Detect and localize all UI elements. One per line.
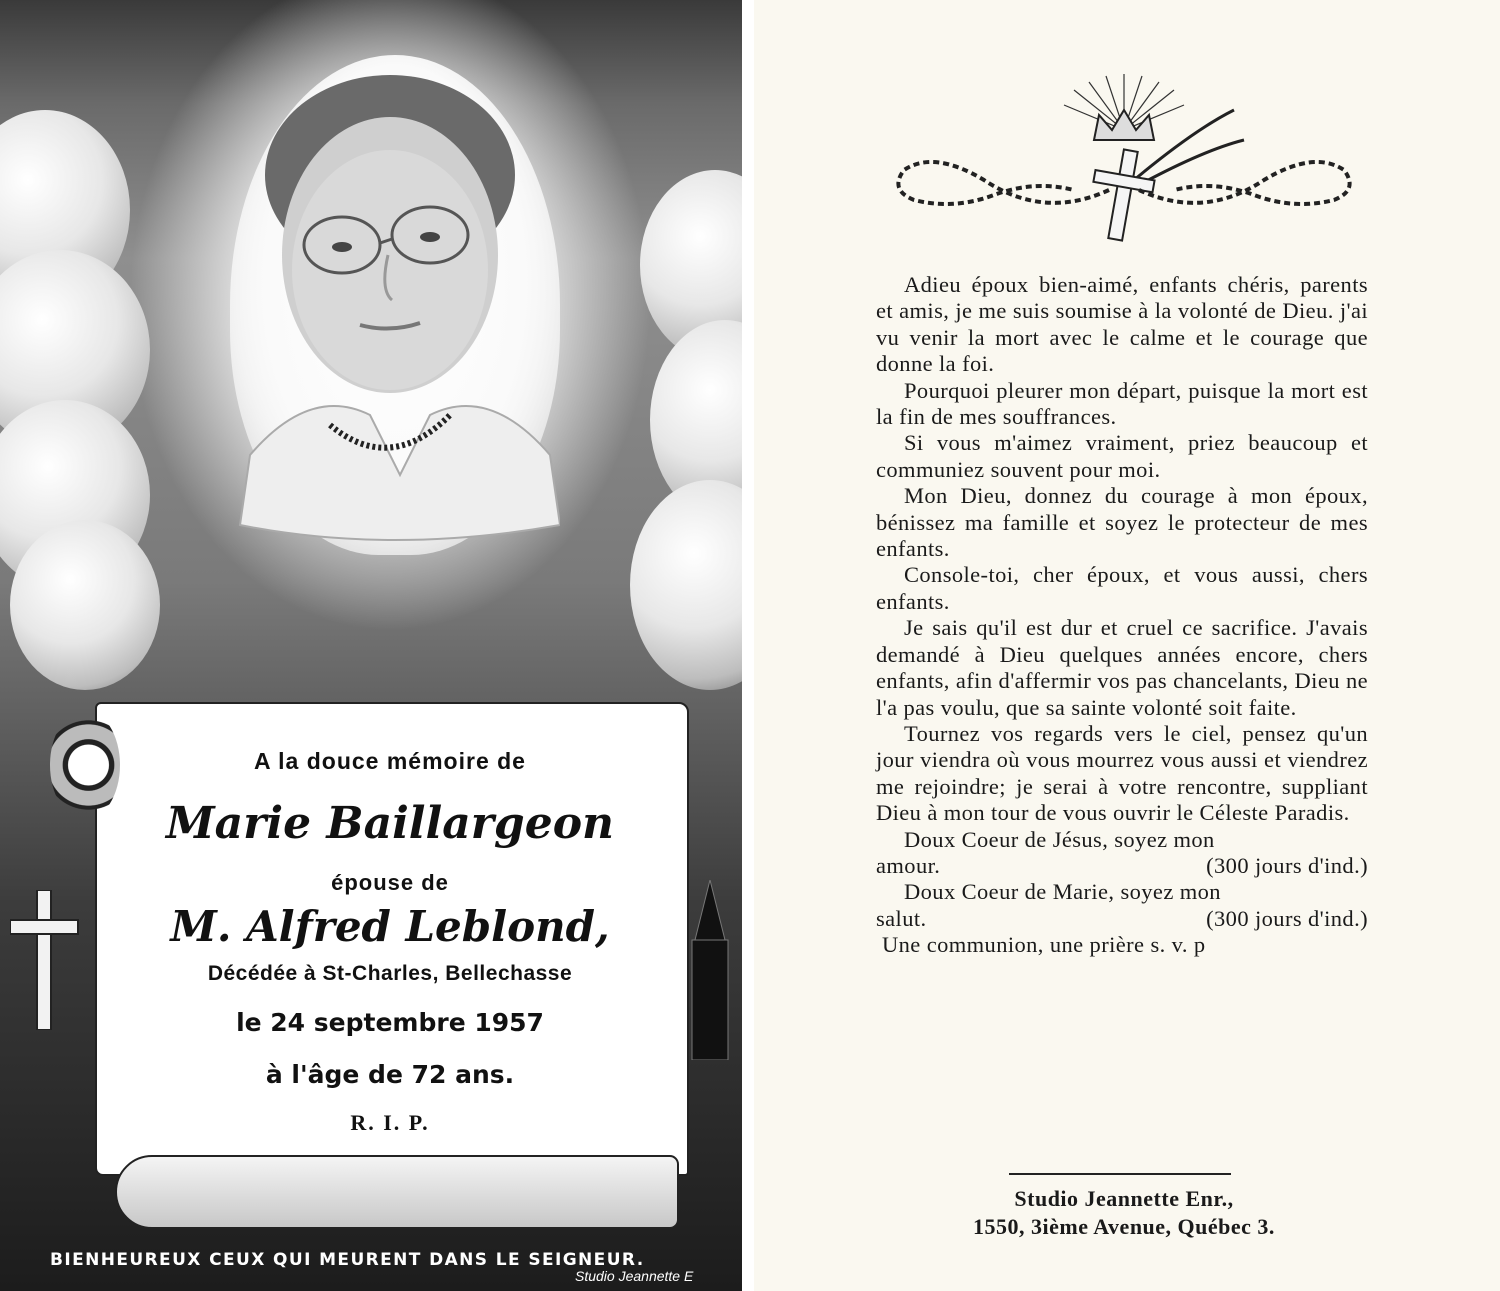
studio-signature: Studio Jeannette E xyxy=(575,1268,694,1284)
death-date: le 24 septembre 1957 xyxy=(236,1008,544,1037)
spouse-name: M. Alfred Leblond, xyxy=(170,902,610,951)
invocation-1-indulgence: (300 jours d'ind.) xyxy=(1206,852,1368,878)
prayer-paragraph: Adieu époux bien-aimé, enfants chéris, parents et amis, je me suis soumise à la volonté de Dieu. j'ai vu venir la mort avec le calme et le courage que donne la foi. xyxy=(876,272,1368,377)
rosary-crown-emblem-icon xyxy=(894,70,1354,250)
prayer-text xyxy=(876,272,1368,959)
memorial-photo-card xyxy=(0,0,742,1291)
portrait-figure xyxy=(230,55,560,555)
memorial-prayer-card xyxy=(754,0,1500,1291)
cloud-right-3 xyxy=(630,480,742,690)
memorial-scroll xyxy=(40,690,690,1235)
invocation-1-line: Doux Coeur de Jésus, soyez mon xyxy=(904,826,1215,852)
invocation-2-line: Doux Coeur de Marie, soyez mon xyxy=(904,879,1221,905)
separator-line xyxy=(1009,1173,1231,1175)
closing-request: Une communion, une prière s. v. p xyxy=(882,932,1206,958)
portrait-photo xyxy=(230,55,560,555)
rip-text: R. I. P. xyxy=(350,1110,430,1135)
cloud-left-4 xyxy=(10,520,160,690)
studio-address: 1550, 3ième Avenue, Québec 3. xyxy=(973,1214,1275,1239)
studio-name: Studio Jeannette Enr., xyxy=(1014,1186,1234,1211)
prayer-paragraph: Mon Dieu, donnez du courage à mon époux, bénissez ma famille et soyez le protecteur de mes enfants. xyxy=(876,483,1368,562)
deceased-name: Marie Baillargeon xyxy=(165,798,615,849)
death-place: Décédée à St-Charles, Bellechasse xyxy=(207,962,573,985)
prayer-paragraph: Console-toi, cher époux, et vous aussi, chers enfants. xyxy=(876,562,1368,614)
invocation-1-indulgence-row xyxy=(876,853,1368,879)
scroll-roll-bottom xyxy=(115,1155,679,1229)
death-age: à l'âge de 72 ans. xyxy=(265,1060,515,1089)
prayer-paragraph: Je sais qu'il est dur et cruel ce sacrifice. J'avais demandé à Dieu quelques années encore, chers enfants, afin d'affermir vos pas chancelants, Dieu ne l'a pas voulu, que sa sainte volonté soit faite. xyxy=(876,615,1368,720)
spouse-intro: épouse de xyxy=(331,870,449,895)
memorial-intro: A la douce mémoire de xyxy=(254,748,526,774)
invocation-2-indulgence: (300 jours d'ind.) xyxy=(1206,905,1368,931)
beatitude-caption: BIENHEUREUX CEUX QUI MEURENT DANS LE SEIGNEUR. xyxy=(50,1250,645,1270)
prayer-paragraph: Tournez vos regards vers le ciel, pensez qu'un jour viendra où vous mourrez vous aussi et viendrez me rejoindre; je serai à votre rencontre, suppliant Dieu à mon tour de vous ouvrir le Céleste Paradis. xyxy=(876,720,1368,826)
prayer-paragraph: Si vous m'aimez vraiment, priez beaucoup et communiez souvent pour moi. xyxy=(876,430,1368,482)
invocation-2-word: salut. xyxy=(876,905,927,931)
invocation-1-word: amour. xyxy=(876,852,941,878)
invocation-2-indulgence-row xyxy=(876,906,1368,932)
prayer-paragraph: Pourquoi pleurer mon départ, puisque la mort est la fin de mes souffrances. xyxy=(876,377,1368,430)
